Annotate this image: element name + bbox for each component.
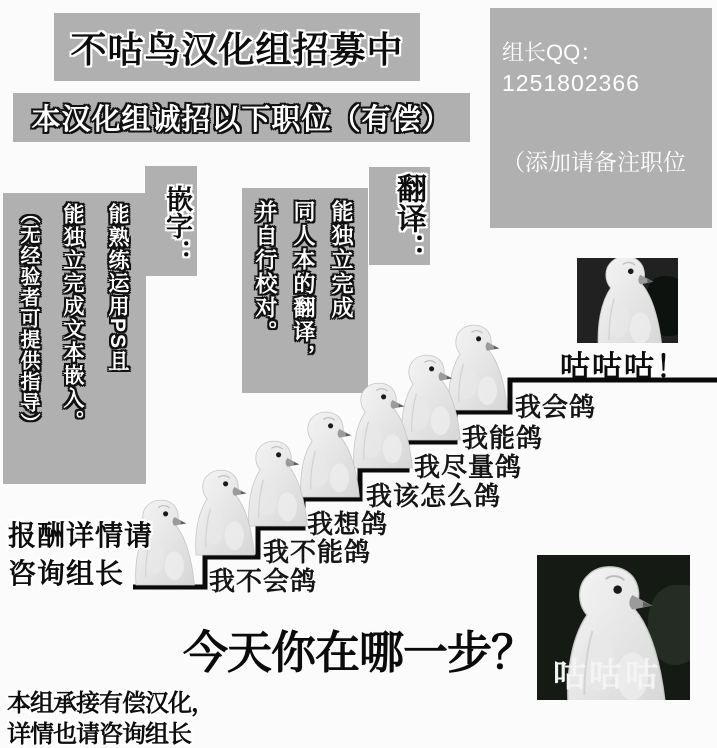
job-translator-tab <box>369 167 430 265</box>
job-translator-line: 并自行校对。 <box>253 200 278 344</box>
stair-step-label: 我想鸽 <box>307 509 389 539</box>
pay-note-line1: 报酬详情请 <box>8 520 154 551</box>
stair-step-label: 我不能鸽 <box>263 537 372 567</box>
question-text: 今天你在哪一步？ <box>183 627 536 678</box>
contact-label: 组长QQ： <box>502 40 603 65</box>
footer-note-line2: 详情也请咨询组长 <box>7 721 191 748</box>
pay-note-line2: 咨询组长 <box>8 558 125 589</box>
job-typesetter-line: 能熟练运用PS且 <box>106 203 129 374</box>
coo-caption-top: 咕咕咕！ <box>560 351 688 384</box>
stair-step-label: 我能鸽 <box>462 423 544 453</box>
subtitle-banner <box>13 93 470 142</box>
job-translator-desc <box>242 188 368 393</box>
stair-step-label: 我该怎么鸽 <box>366 481 502 511</box>
stair-step-label: 我尽量鸽 <box>414 452 523 482</box>
job-translator-line: 同人本的翻译， <box>291 200 316 368</box>
job-typesetter-line: 能独立完成文本嵌入。 <box>61 203 84 433</box>
footer-note-line1: 本组承接有偿汉化， <box>7 690 214 717</box>
contact-note: （添加请备注职位 <box>502 149 686 175</box>
stair-step-label: 我不会鸽 <box>209 566 318 596</box>
job-typesetter-line: （无经验者可提供指导） <box>17 203 39 434</box>
contact-box <box>490 8 712 228</box>
pigeon-image <box>585 258 673 343</box>
title-text: 不咕鸟汉化组招募中 <box>70 28 404 70</box>
contact-qq-number: 1251802366 <box>502 70 640 96</box>
coo-caption-bottom: 咕咕咕 <box>553 656 661 693</box>
stair-step-label: 我会鸽 <box>515 392 597 422</box>
job-typesetter-tab <box>145 166 197 276</box>
title-banner <box>54 13 420 81</box>
pigeon-photo-top <box>577 258 678 343</box>
subtitle-text: 本汉化组诚招以下职位（有偿） <box>31 104 452 136</box>
pigeon-photo-bottom <box>537 555 690 700</box>
job-typesetter-title: 嵌字： <box>162 184 192 266</box>
job-translator-title: 翻译： <box>392 173 425 263</box>
job-translator-line: 能独立完成 <box>329 200 354 320</box>
